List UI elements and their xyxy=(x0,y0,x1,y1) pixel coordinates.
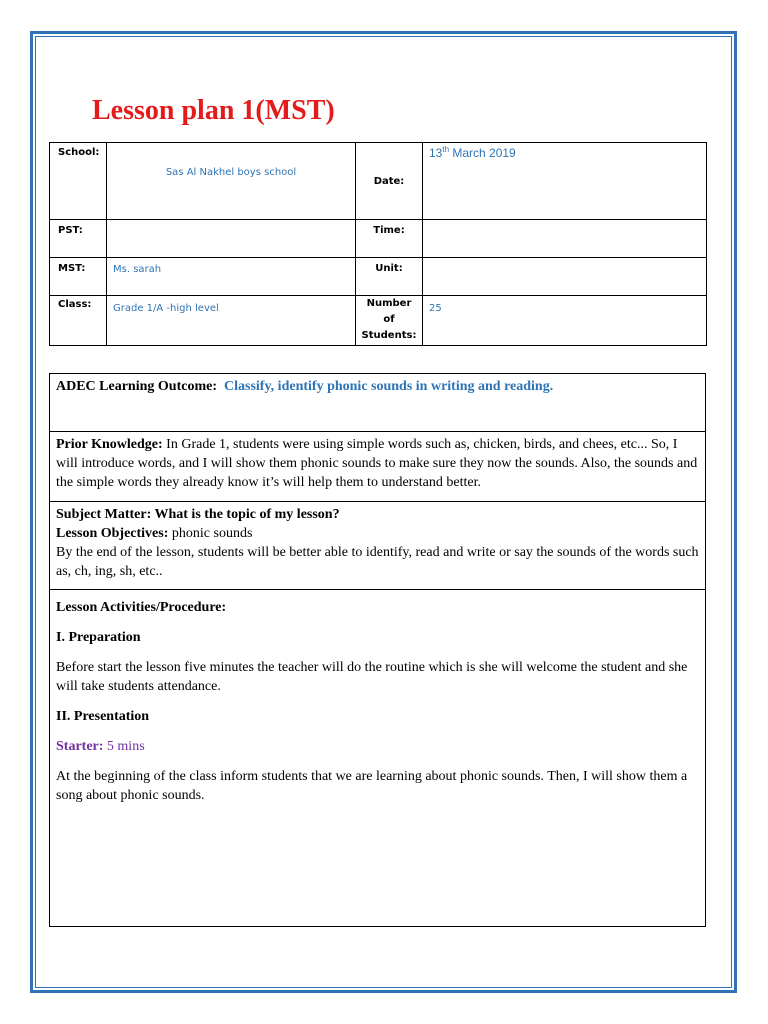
mst-value: Ms. sarah xyxy=(107,258,356,296)
outcome-label: ADEC Learning Outcome: xyxy=(56,379,217,394)
preparation-heading: I. Preparation xyxy=(56,630,141,645)
presentation-heading: II. Presentation xyxy=(56,709,150,724)
num-label-line: of xyxy=(383,314,395,325)
activities-section xyxy=(50,590,705,928)
date-rest: March 2019 xyxy=(449,146,516,160)
prior-knowledge-section xyxy=(50,432,705,502)
preparation-text: Before start the lesson five minutes the teacher will do the routine which is she will welcome the student and she will take students attendance. xyxy=(56,660,688,694)
date-label: Date: xyxy=(356,143,423,220)
subject-label: Subject Matter: What is the topic of my lesson? xyxy=(56,507,340,522)
starter-text: At the beginning of the class inform students that we are learning about phonic sounds. Then, I will show them a song about phonic sounds. xyxy=(56,769,688,803)
starter-label: Starter: xyxy=(56,739,104,754)
pst-label: PST: xyxy=(50,220,107,258)
prior-text: In Grade 1, students were using simple words such as, chicken, birds, and chees, etc... So, I will introduce words, and I will show them phonic sounds to make sure they now the sounds. Also, the sounds and the simple words they already know it’s will help them to understand better. xyxy=(56,437,698,490)
objectives-value: phonic sounds xyxy=(168,526,253,541)
lesson-info-table xyxy=(49,142,707,346)
time-value xyxy=(423,220,707,258)
num-label-line: Number xyxy=(366,298,412,309)
prior-label: Prior Knowledge: xyxy=(56,437,163,452)
date-suffix: th xyxy=(442,145,450,154)
unit-value xyxy=(423,258,707,296)
starter-value: 5 mins xyxy=(103,739,145,754)
learning-outcome-section xyxy=(50,374,705,432)
subject-matter-section xyxy=(50,502,705,590)
number-of-students-label xyxy=(356,296,423,346)
lesson-plan-box xyxy=(49,373,706,927)
school-label: School: xyxy=(50,143,107,220)
table-row xyxy=(50,220,707,258)
date-value xyxy=(423,143,707,220)
num-students-value: 25 xyxy=(423,296,707,346)
activities-label: Lesson Activities/Procedure: xyxy=(56,600,227,615)
date-day: 13 xyxy=(429,146,443,160)
school-value: Sas Al Nakhel boys school xyxy=(107,143,356,220)
page-title: Lesson plan 1(MST) xyxy=(92,95,335,126)
num-label-line: Students: xyxy=(361,330,417,341)
objectives-text: By the end of the lesson, students will be better able to identify, read and write or say the sounds of the words such as, ch, ing, sh, etc.. xyxy=(56,545,699,579)
time-label: Time: xyxy=(356,220,423,258)
table-row xyxy=(50,258,707,296)
objectives-label: Lesson Objectives: xyxy=(56,526,169,541)
outcome-value: Classify, identify phonic sounds in writing and reading. xyxy=(224,379,554,394)
mst-label: MST: xyxy=(50,258,107,296)
table-row xyxy=(50,143,707,220)
table-row xyxy=(50,296,707,346)
class-value: Grade 1/A -high level xyxy=(107,296,356,346)
pst-value xyxy=(107,220,356,258)
unit-label: Unit: xyxy=(356,258,423,296)
class-label: Class: xyxy=(50,296,107,346)
